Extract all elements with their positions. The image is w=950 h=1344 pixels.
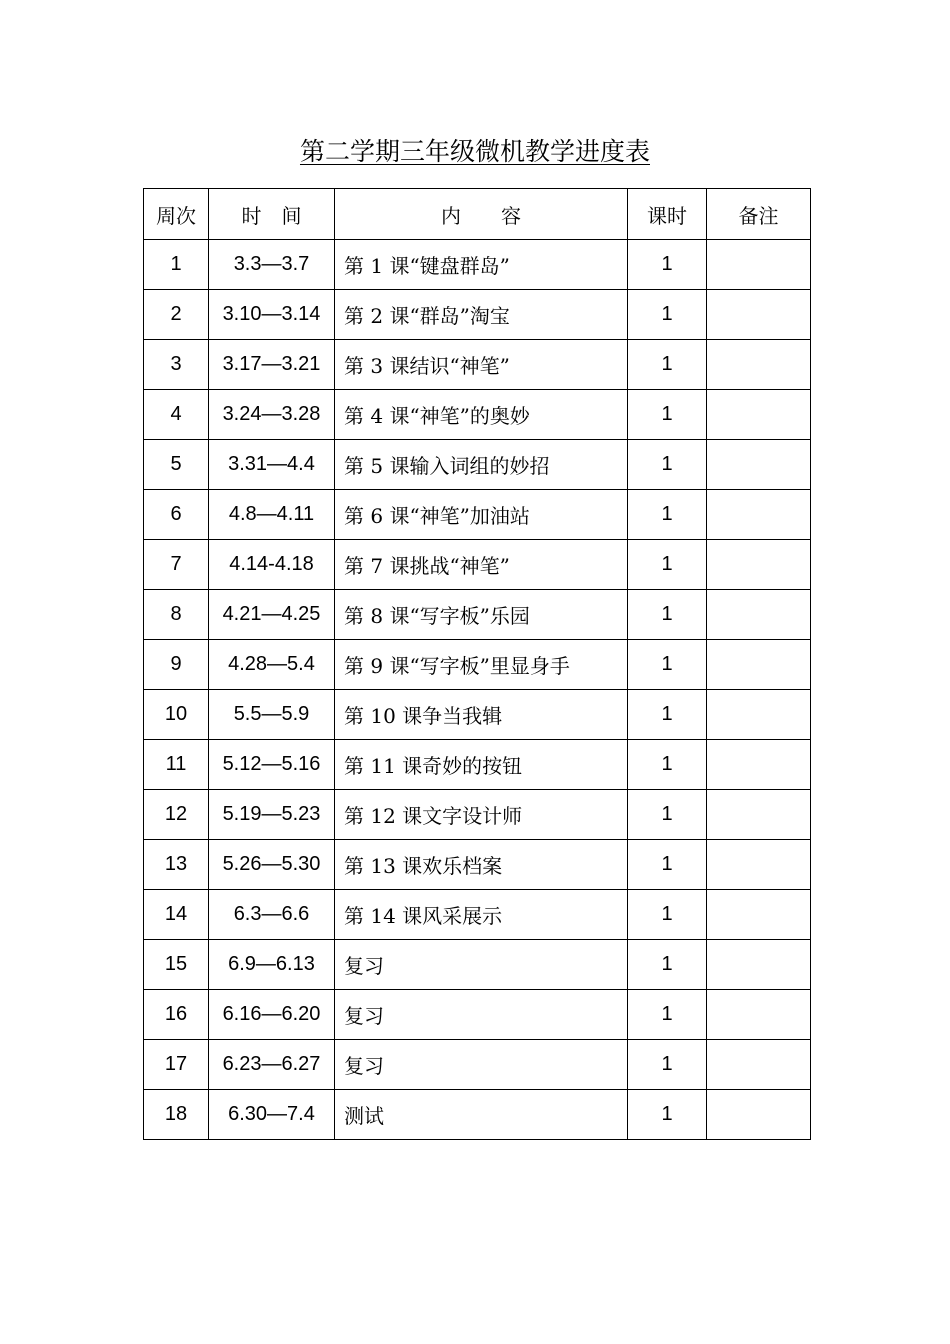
cell-week: 18 bbox=[144, 1090, 209, 1140]
cell-hours: 1 bbox=[628, 440, 707, 490]
cell-time: 4.8—4.11 bbox=[209, 490, 335, 540]
cell-content: 复习 bbox=[335, 1040, 628, 1090]
cell-time: 6.30—7.4 bbox=[209, 1090, 335, 1140]
cell-notes bbox=[707, 390, 811, 440]
table-row bbox=[144, 890, 811, 940]
cell-time: 6.3—6.6 bbox=[209, 890, 335, 940]
cell-hours: 1 bbox=[628, 790, 707, 840]
cell-time: 3.24—3.28 bbox=[209, 390, 335, 440]
header-content: 内 容 bbox=[335, 189, 628, 240]
cell-time: 5.12—5.16 bbox=[209, 740, 335, 790]
cell-week: 16 bbox=[144, 990, 209, 1040]
cell-week: 13 bbox=[144, 840, 209, 890]
cell-time: 3.31—4.4 bbox=[209, 440, 335, 490]
table-header-row bbox=[144, 189, 811, 240]
table-row bbox=[144, 790, 811, 840]
cell-time: 4.28—5.4 bbox=[209, 640, 335, 690]
cell-week: 17 bbox=[144, 1040, 209, 1090]
cell-content: 测试 bbox=[335, 1090, 628, 1140]
cell-notes bbox=[707, 1090, 811, 1140]
cell-content: 第 5 课输入词组的妙招 bbox=[335, 440, 628, 490]
cell-notes bbox=[707, 640, 811, 690]
cell-week: 15 bbox=[144, 940, 209, 990]
cell-notes bbox=[707, 1040, 811, 1090]
cell-hours: 1 bbox=[628, 940, 707, 990]
cell-content: 第 13 课欢乐档案 bbox=[335, 840, 628, 890]
table-row bbox=[144, 940, 811, 990]
cell-time: 5.19—5.23 bbox=[209, 790, 335, 840]
cell-hours: 1 bbox=[628, 290, 707, 340]
cell-time: 6.9—6.13 bbox=[209, 940, 335, 990]
cell-week: 10 bbox=[144, 690, 209, 740]
header-time: 时 间 bbox=[209, 189, 335, 240]
table-row bbox=[144, 690, 811, 740]
cell-notes bbox=[707, 340, 811, 390]
table-row bbox=[144, 490, 811, 540]
cell-week: 3 bbox=[144, 340, 209, 390]
cell-content: 第 1 课“键盘群岛” bbox=[335, 240, 628, 290]
table-row bbox=[144, 640, 811, 690]
cell-notes bbox=[707, 990, 811, 1040]
cell-time: 3.17—3.21 bbox=[209, 340, 335, 390]
table-row bbox=[144, 240, 811, 290]
header-week: 周次 bbox=[144, 189, 209, 240]
cell-time: 3.3—3.7 bbox=[209, 240, 335, 290]
table-row bbox=[144, 590, 811, 640]
cell-time: 6.16—6.20 bbox=[209, 990, 335, 1040]
cell-hours: 1 bbox=[628, 1040, 707, 1090]
cell-hours: 1 bbox=[628, 240, 707, 290]
cell-week: 7 bbox=[144, 540, 209, 590]
cell-hours: 1 bbox=[628, 840, 707, 890]
table-row bbox=[144, 740, 811, 790]
cell-notes bbox=[707, 240, 811, 290]
cell-notes bbox=[707, 790, 811, 840]
cell-notes bbox=[707, 440, 811, 490]
schedule-table bbox=[143, 188, 811, 1140]
cell-time: 3.10—3.14 bbox=[209, 290, 335, 340]
cell-content: 第 3 课结识“神笔” bbox=[335, 340, 628, 390]
cell-notes bbox=[707, 590, 811, 640]
cell-week: 14 bbox=[144, 890, 209, 940]
cell-hours: 1 bbox=[628, 340, 707, 390]
cell-hours: 1 bbox=[628, 590, 707, 640]
cell-week: 1 bbox=[144, 240, 209, 290]
cell-content: 第 6 课“神笔”加油站 bbox=[335, 490, 628, 540]
cell-notes bbox=[707, 690, 811, 740]
cell-notes bbox=[707, 290, 811, 340]
cell-hours: 1 bbox=[628, 1090, 707, 1140]
cell-notes bbox=[707, 490, 811, 540]
table-row bbox=[144, 440, 811, 490]
cell-time: 5.5—5.9 bbox=[209, 690, 335, 740]
cell-time: 4.14-4.18 bbox=[209, 540, 335, 590]
cell-hours: 1 bbox=[628, 690, 707, 740]
cell-week: 4 bbox=[144, 390, 209, 440]
table-row bbox=[144, 840, 811, 890]
cell-content: 第 4 课“神笔”的奥妙 bbox=[335, 390, 628, 440]
cell-time: 4.21—4.25 bbox=[209, 590, 335, 640]
cell-hours: 1 bbox=[628, 740, 707, 790]
cell-week: 6 bbox=[144, 490, 209, 540]
cell-notes bbox=[707, 940, 811, 990]
cell-content: 复习 bbox=[335, 940, 628, 990]
cell-content: 复习 bbox=[335, 990, 628, 1040]
cell-content: 第 14 课风采展示 bbox=[335, 890, 628, 940]
page-title bbox=[0, 134, 950, 170]
table-row bbox=[144, 540, 811, 590]
table-row bbox=[144, 1090, 811, 1140]
cell-content: 第 12 课文字设计师 bbox=[335, 790, 628, 840]
cell-time: 6.23—6.27 bbox=[209, 1040, 335, 1090]
cell-week: 5 bbox=[144, 440, 209, 490]
header-notes: 备注 bbox=[707, 189, 811, 240]
cell-hours: 1 bbox=[628, 540, 707, 590]
cell-week: 11 bbox=[144, 740, 209, 790]
cell-content: 第 9 课“写字板”里显身手 bbox=[335, 640, 628, 690]
table-row bbox=[144, 340, 811, 390]
cell-content: 第 7 课挑战“神笔” bbox=[335, 540, 628, 590]
cell-hours: 1 bbox=[628, 490, 707, 540]
table-row bbox=[144, 990, 811, 1040]
cell-hours: 1 bbox=[628, 990, 707, 1040]
table-row bbox=[144, 290, 811, 340]
cell-hours: 1 bbox=[628, 890, 707, 940]
cell-week: 9 bbox=[144, 640, 209, 690]
cell-notes bbox=[707, 840, 811, 890]
cell-notes bbox=[707, 740, 811, 790]
page-title-text: 第二学期三年级微机教学进度表 bbox=[299, 137, 650, 166]
table-row bbox=[144, 1040, 811, 1090]
cell-notes bbox=[707, 890, 811, 940]
cell-hours: 1 bbox=[628, 390, 707, 440]
cell-content: 第 2 课“群岛”淘宝 bbox=[335, 290, 628, 340]
table-row bbox=[144, 390, 811, 440]
header-hours: 课时 bbox=[628, 189, 707, 240]
cell-week: 8 bbox=[144, 590, 209, 640]
cell-week: 12 bbox=[144, 790, 209, 840]
cell-content: 第 11 课奇妙的按钮 bbox=[335, 740, 628, 790]
table-body bbox=[144, 240, 811, 1140]
cell-week: 2 bbox=[144, 290, 209, 340]
cell-notes bbox=[707, 540, 811, 590]
cell-hours: 1 bbox=[628, 640, 707, 690]
cell-content: 第 8 课“写字板”乐园 bbox=[335, 590, 628, 640]
cell-time: 5.26—5.30 bbox=[209, 840, 335, 890]
cell-content: 第 10 课争当我辑 bbox=[335, 690, 628, 740]
